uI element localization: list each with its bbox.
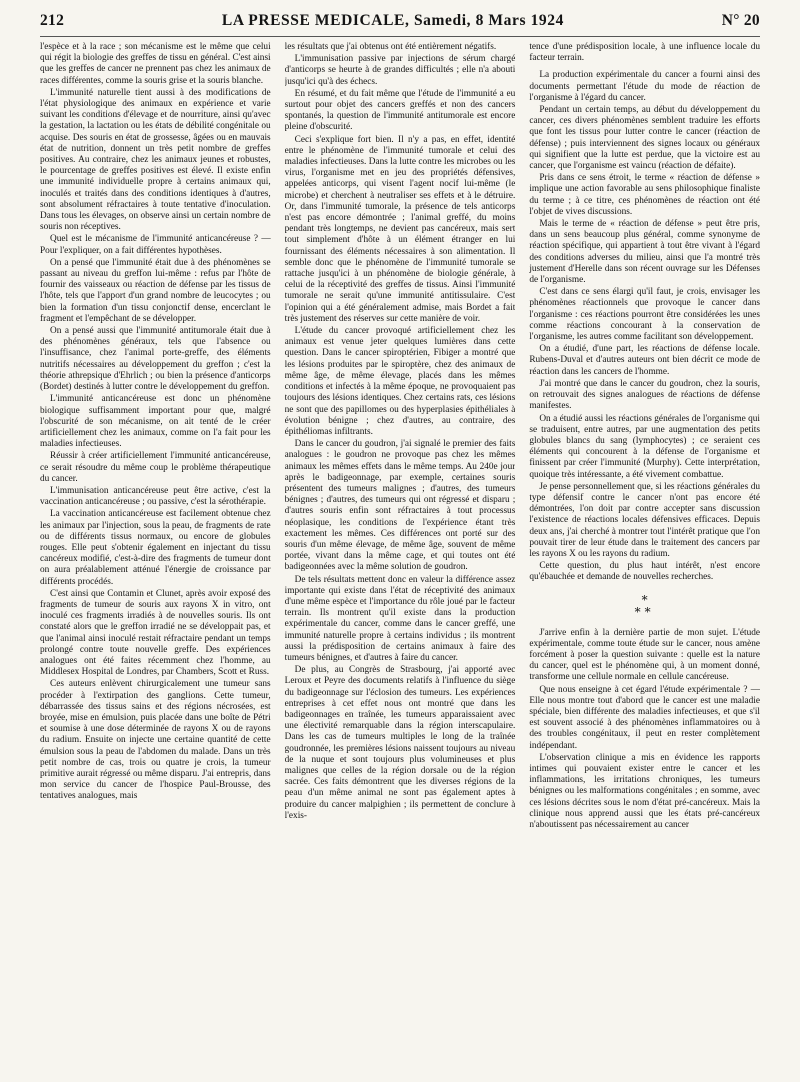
paragraph: L'immunité anticancéreuse est donc un phénomène biologique suffisamment important pour que, malgré l'obscurité de son mécanisme, on ait tenté de le créer artificiellement chez les animaux, comme on l'a fait pour les maladies infectieuses. [40,394,271,450]
paragraph: On a pensé aussi que l'immunité antitumorale était due à des phénomènes généraux, tels que l'absence ou l'insuffisance, chez l'animal porte-greffe, des éléments nutritifs nécessaires au développement du greffon ; c'est la théorie athrepsique d'Ehrlich ; ou bien la présence d'anticorps (Bordet) destinés à lutter contre le développement du greffon. [40,326,271,393]
paragraph: Mais le terme de « réaction de défense » peut être pris, dans un sens beaucoup plus général, comme synonyme de réaction spécifique, qui appartient à tout être vivant à l'égard des conditions adverses du milieu, ainsi que l'a montré très justement d'Herelle dans son récent ouvrage sur les Défenses de l'organisme. [529,219,760,286]
paragraph: les résultats que j'ai obtenus ont été entièrement négatifs. [284,42,497,52]
paragraph: De tels résultats mettent donc en valeur la différence assez importante qui existe dans l'état de réceptivité des animaux d'une même espèce et l'importance du rôle joué par le facteur terrain. Ils montrent qu'il existe dans la production expérimentale du cancer, comme dans le cancer greffé, une immunité naturelle propre à certains individus ; ils montrent aussi la prédisposition de certains animaux à faire des tumeurs bénignes, et d'autres à faire du cancer. [284,574,516,663]
paragraph: L'immunité naturelle tient aussi à des modifications de l'état physiologique des animaux en expérience et varie suivant les conditions d'élevage et de nourriture, ainsi qu'avec la gestation, la lactation ou les états de débilité congénitale ou acquise. Des souris en état de grossesse, âgées ou en mauvais état de nutrition, donnent un très petit nombre de greffes positives. Au contraire, chez les animaux jeunes et robustes, le pourcentage de greffes positives est élevé. Il existe enfin une immunité individuelle propre à certains animaux qui, inoculés et traités dans des conditions identiques à d'autres, sont absolument réfractaires à toute tentative d'inoculation. Dans tous les élevages, on observe ainsi un certain nombre de souris non réceptives. [40,87,271,233]
paragraph: Pris dans ce sens étroit, le terme « réaction de défense » implique une action favorable au sens philosophique finaliste du terme ; à ce titre, ces phénomènes de réaction ont été l'objet de vives discussions. [529,173,760,217]
paragraph: La vaccination anticancéreuse est facilement obtenue chez les animaux par l'injection, sous la peau, de fragments de rate ou de différents tissus normaux, ou encore de globules rouges. Elle peut s'obtenir également en injectant du tissu cancéreux modifié, c'est-à-dire des fragments de tumeur dont on aura préalablement atténué l'énergie de croissance par différents procédés. [40,509,271,587]
paragraph: On a étudié aussi les réactions générales de l'organisme qui se traduisent, entre autres, par une augmentation des petits globules blancs du sang (lymphocytes) ; ce seraient ces éléments qui concourent à la défense de l'organisme et finissent par créer l'immunité (Murphy). Cette interprétation, quoique très intéressante, a été vivement combattue. [529,413,760,480]
paragraph: L'immunisation passive par injections de sérum chargé d'anticorps se heurte à de grandes difficultés ; elle n'a abouti jusqu'ici qu'à des échecs. [284,54,516,87]
journal-title-line [222,12,564,30]
paragraph: Cette question, du plus haut intérêt, n'est encore qu'ébauchée et demande de nouvelles recherches. [529,561,760,583]
paragraph: Je pense personnellement que, si les réactions générales du type défensif contre le cancer n'ont pas encore été démontrées, l'on doit par contre accepter sans discussion l'existence de réactions locales défensives efficaces. Depuis deux ans, j'ai cherché à montrer tout l'intérêt pratique que l'on pouvait tirer de leur étude dans le traitement des cancers par les rayons X ou les rayons du radium. [529,481,760,559]
page-number: 212 [40,12,65,29]
paragraph: Ces auteurs enlèvent chirurgicalement une tumeur sans procéder à l'extirpation des ganglions. Cette tumeur, débarrassée des tissus sains et des régions nécrosées, est broyée, mise en émulsion, puis placée dans une boîte de Pétri et soumise à une dose déterminée de rayons X ou de rayons du radium. Ensuite on injecte une certaine quantité de cette émulsion sous la peau de l'abdomen du malade. Dans un très petit nombre de cas, trois ou quatre je crois, la tumeur primitive aurait régressé ou même disparu. J'ai entrepris, dans mon service du cancer de l'hospice Paul-Brousse, des tentatives analogues, mais [40,679,271,802]
paragraph: tence d'une prédisposition locale, à une influence locale du facteur terrain. [529,42,760,64]
paragraph: En résumé, et du fait même que l'étude de l'immunité a eu surtout pour objet des cancers greffés et non des cancers spontanés, la question de l'immunité antitumorale est encore pleine d'obscurité. [284,88,516,133]
column-1 [40,42,271,1072]
paragraph: De plus, au Congrès de Strasbourg, j'ai apporté avec Leroux et Peyre des documents relatifs à l'influence du siège du badigeonnage sur l'éclosion des tumeurs. Les expériences entreprises à cet effet nous ont montré que dans les badigeonnages en traînée, les tumeurs apparaissaient avec une électivité remarquable dans la région interscapulaire. Dans les cas de tumeurs multiples le long de la traînée goudronnée, les premières lésions naissent toujours au niveau de la nuque et sont toujours plus volumineuses et plus malignes que celles de la région dorsale ou de la région sacrée. Ces faits démontrent que les diverses régions de la peau d'un même animal ne sont pas également aptes à produire du cancer malpighien ; ils permettent de conclure à l'exis- [284,665,516,821]
paragraph: Réussir à créer artificiellement l'immunité anticancéreuse, ce serait résoudre du même coup le problème thérapeutique du cancer. [40,451,271,484]
issue-date: Samedi, 8 Mars 1924 [413,12,564,29]
section-separator [529,594,760,618]
paragraph: Que nous enseigne à cet égard l'étude expérimentale ? — Elle nous montre tout d'abord que le cancer est une maladie spéciale, bien différente des maladies infectieuses, et que s'il est souvent associé à des phénomènes inflammatoires ou à des troubles congénitaux, il peut en rester complètement indépendant. [529,684,760,751]
paragraph: On a étudié, d'une part, les réactions de défense locale. Rubens-Duval et d'autres auteurs ont bien décrit ce mode de réaction dans les cancers de l'homme. [529,344,760,377]
paragraph: Dans le cancer du goudron, j'ai signalé le premier des faits analogues : le goudron ne provoque pas chez les mêmes animaux les mêmes effets dans le même temps. Au 240e jour après le badigeonnage, par exemple, certaines souris présentent des tumeurs malignes ; d'autres, des tumeurs bénignes ; d'autres, des tumeurs qui ont régressé et disparu ; d'autres souris enfin sont réfractaires à tout processus néoplasique, les conditions de l'expérience étant très exactement les mêmes. Ces différences ont porté sur des souris d'un même élevage, de même âge, souvent de même portée, vivant dans la même cage, et qui toutes ont été badigeonnées avec la même solution de goudron. [284,439,516,573]
article-columns [40,42,760,1072]
paragraph: L'étude du cancer provoqué artificiellement chez les animaux est venue jeter quelques lumières dans cette question. Dans le cancer spiroptérien, Fibiger a montré que les lésions produites par le spiroptère, chez des animaux de même âge, de même élevage, placés dans les mêmes conditions et infectés à la même époque, ne provoquaient pas toujours des lésions identiques. Chez certains rats, ces lésions ne sont que des papillomes ou des hyperplasies épithéliales à évolution bénigne ; chez d'autres, au contraire, des épithéliomas infiltrants. [284,326,516,437]
paragraph: Ceci s'explique fort bien. Il n'y a pas, en effet, identité entre le phénomène de l'immunité tumorale et celui des maladies infectieuses. Dans la lutte contre les microbes ou les virus, l'organisme met en jeu des propriétés défensives, appelées anticorps, qui visent l'agent nocif lui-même (le microbe) et cherchent à neutraliser ses effets et à le détruire. Or, dans l'immunité tumorale, la présence de tels anticorps n'est pas encore démontrée ; l'animal greffé, du moins pendant très longtemps, ne devient pas cancéreux, mais sert tout simplement d'hôte à un élément étranger en lui fournissant des éléments nécessaires à son alimentation. Il semble donc que le phénomène de l'immunité tumorale se rattache jusqu'ici à un phénomène de biologie générale, à celui de la réceptivité des greffes de tissus. Ainsi l'immunité tumorale ne serait qu'une immunité antitissulaire. C'est l'opinion qui a été généralement admise, mais Bordet a fait très justement des réserves sur cette manière de voir. [284,134,516,324]
paragraph: La production expérimentale du cancer a fourni ainsi des documents permettant l'étude du mode de réaction de l'organisme à l'égard du cancer. [529,70,760,103]
page-header [40,10,760,37]
paragraph: J'ai montré que dans le cancer du goudron, chez la souris, on retrouvait des signes analogues de réactions de défense manifestes. [529,378,760,412]
separator-star-top: * [641,592,648,607]
paragraph: l'espèce et à la race ; son mécanisme est le même que celui qui régit la biologie des greffes de tissu en général. C'est ainsi que les greffes de cancer ne prennent pas chez les animaux de races différentes, comme la souris grise et la souris blanche. [40,42,271,86]
paragraph: C'est ainsi que Contamin et Clunet, après avoir exposé des fragments de tumeur de souris aux rayons X in vitro, ont inoculé ces fragments irradiés à de nouvelles souris. Ils ont constaté alors que le greffon irradié ne se développait pas, et que l'animal ainsi inoculé restait réfractaire pendant un temps prolongé contre toute nouvelle greffe. Des expériences analogues ont été faites récemment chez l'homme, au Middlesex Hospital de Londres, par Chambers, Scott et Russ. [40,588,271,678]
paragraph: L'observation clinique a mis en évidence les rapports intimes qui pouvaient exister entre le cancer et les inflammations, les irritations chroniques, les tumeurs bénignes ou les malformations congénitales ; en somme, avec ces lésions décrites sous le nom d'état pré-cancéreux. Mais la clinique nous apprend aussi que les états pré-cancéreux n'aboutissent pas nécessairement au cancer [529,752,760,830]
column-2 [285,42,516,1072]
journal-name: LA PRESSE MEDICALE, [221,12,410,29]
issue-number: N° 20 [721,12,760,29]
paragraph: Quel est le mécanisme de l'immunité anticancéreuse ? — Pour l'expliquer, on a fait différentes hypothèses. [40,234,271,256]
paragraph: L'immunisation anticancéreuse peut être active, c'est la vaccination anticancéreuse ; ou passive, c'est la sérothérapie. [40,485,271,508]
paragraph: C'est dans ce sens élargi qu'il faut, je crois, envisager les phénomènes réactionnels que provoque le cancer dans l'organisme : ces réactions pourront être considérées les unes comme réactions concourant à la conservation de l'organisme, les autres comme facilitant son développement. [529,287,760,343]
paragraph: On a pensé que l'immunité était due à des phénomènes se passant au niveau du greffon lui-même : refus par l'hôte de fournir des vaisseaux ou réaction de défense par les tissus de l'hôte, tels que l'apport d'un grand nombre de leucocytes ; ou bien la formation d'un tissu conjonctif dense, encerclant le fragment et l'empêchant de se développer. [40,257,271,324]
column-3 [529,42,760,1072]
paragraph: J'arrive enfin à la dernière partie de mon sujet. L'étude expérimentale, comme toute étude sur le cancer, nous amène forcément à poser la question suivante : quelle est la nature du cancer, quel est le phénomène qui, à un moment donné, transforme une cellule normale en cellule cancéreuse. [529,627,760,683]
paragraph: Pendant un certain temps, au début du développement du cancer, ces divers phénomènes semblent traduire les efforts que font les tissus pour lutter contre le cancer (réaction de défense) ; puis interviennent des signes locaux ou généraux qui signifient que la lutte est perdue, que la victoire est au cancer, que l'organisme est vaincu (réaction de défaite). [529,105,760,172]
separator-star-bottom: ** [634,604,655,619]
